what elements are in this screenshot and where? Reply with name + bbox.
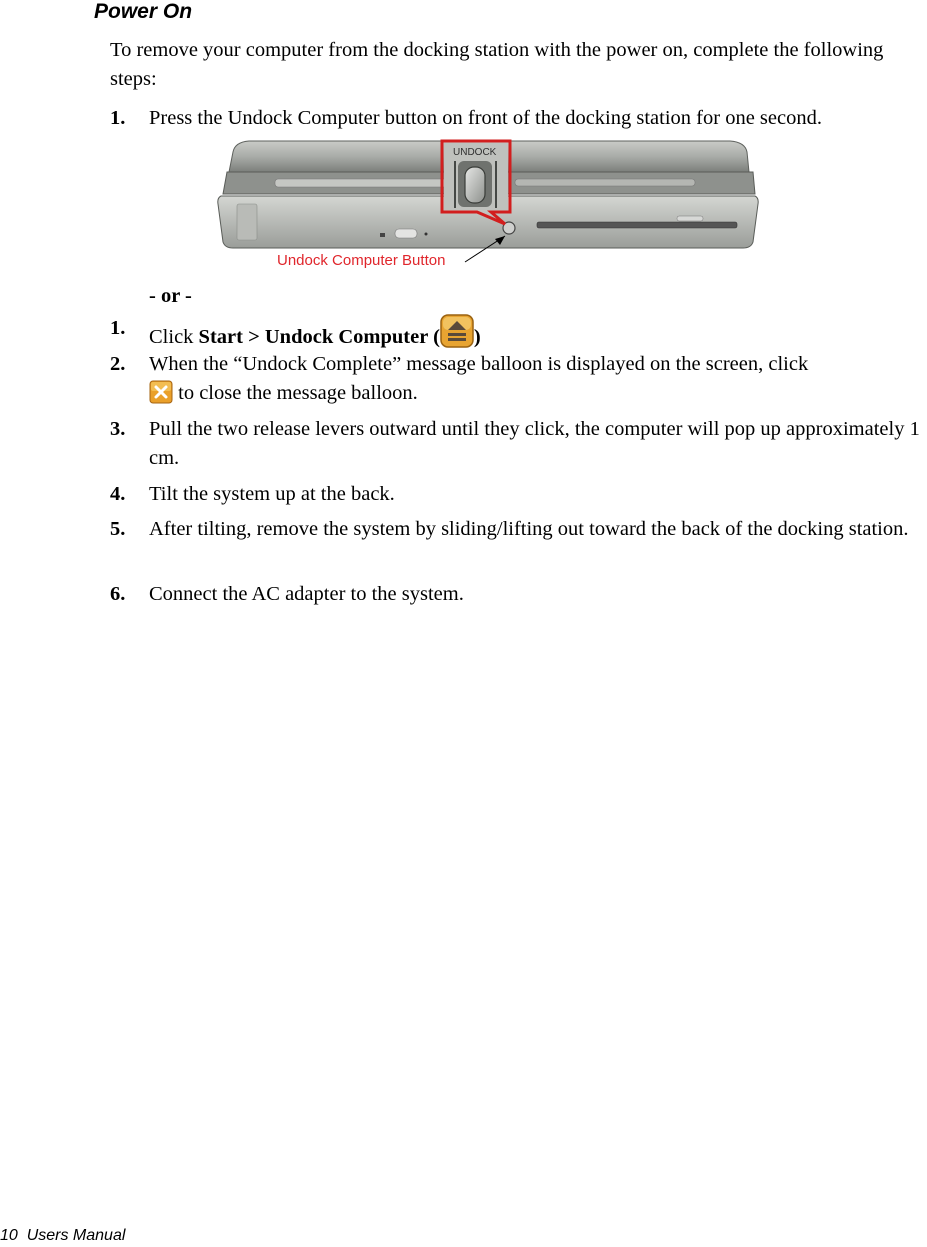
step-text: Connect the AC adapter to the system.	[149, 583, 464, 605]
close-icon	[149, 380, 173, 404]
menu-path: Start > Undock Computer (	[198, 326, 440, 348]
step-text: Press the Undock Computer button on front of the docking station for one second.	[149, 107, 822, 129]
docking-station-figure	[215, 138, 760, 273]
section-title: Power On	[94, 0, 193, 23]
method2-step-3	[110, 415, 925, 473]
step-text	[149, 350, 925, 408]
step-prefix: Click	[149, 326, 199, 348]
menu-path-close: )	[473, 326, 481, 348]
page-number: 10	[0, 1227, 18, 1244]
step-text	[149, 314, 925, 352]
method1-step-1	[110, 104, 925, 133]
step-number: 1.	[110, 107, 126, 129]
step-number: 1.	[110, 317, 126, 339]
step-text: After tilting, remove the system by sliding/lifting out toward the back of the docking station.	[149, 518, 909, 540]
step-number: 3.	[110, 418, 126, 440]
step-text-after-icon: to close the message balloon.	[173, 382, 418, 404]
step-number: 4.	[110, 483, 126, 505]
step-number: 6.	[110, 583, 126, 605]
step-number: 5.	[110, 518, 126, 540]
intro-paragraph: To remove your computer from the docking station with the power on, complete the following steps:	[110, 39, 884, 90]
or-separator: - or -	[149, 285, 192, 307]
footer-label: Users Manual	[26, 1227, 126, 1244]
method2-step-1	[110, 314, 925, 352]
step-text: Tilt the system up at the back.	[149, 483, 395, 505]
step-number: 2.	[110, 353, 126, 375]
step-text: Pull the two release levers outward until they click, the computer will pop up approximately 1 cm.	[149, 418, 920, 469]
step-text-before-icon: When the “Undock Complete” message balloon is displayed on the screen, click	[149, 353, 809, 375]
eject-icon	[440, 314, 474, 348]
method2-step-4	[110, 480, 925, 509]
figure-callout-label: Undock Computer Button	[277, 252, 446, 269]
method2-step-5	[110, 515, 925, 544]
method2-step-6	[110, 580, 925, 609]
page-footer	[0, 1226, 125, 1246]
undock-label: UNDOCK	[453, 147, 497, 158]
method2-step-2	[110, 350, 925, 408]
